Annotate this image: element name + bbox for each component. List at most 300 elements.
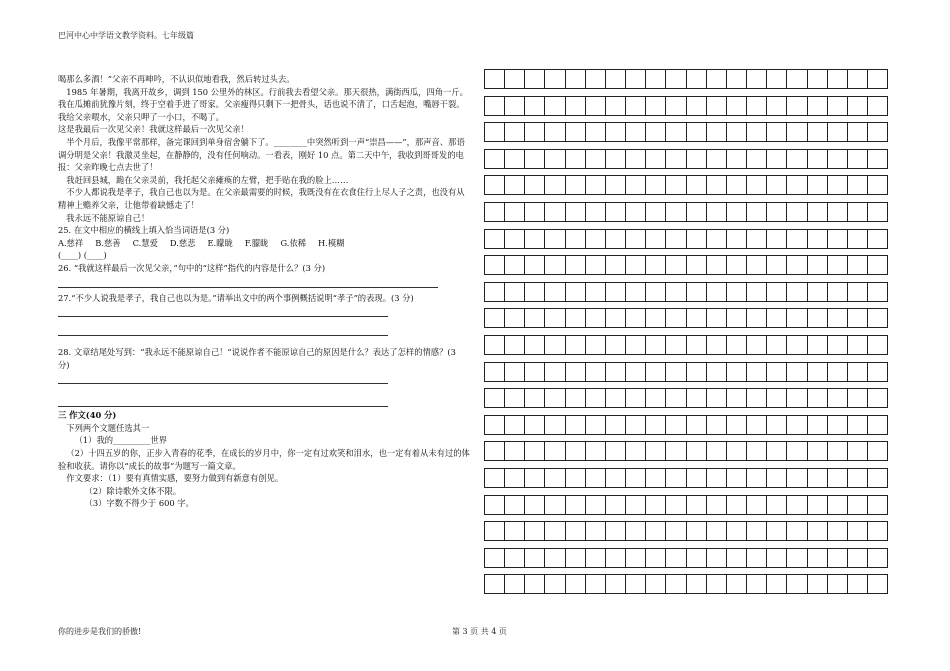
grid-cell[interactable] bbox=[565, 175, 585, 195]
grid-cell[interactable] bbox=[827, 468, 847, 488]
writing-grid[interactable] bbox=[484, 69, 888, 601]
grid-cell[interactable] bbox=[625, 362, 645, 382]
grid-cell[interactable] bbox=[625, 96, 645, 116]
grid-cell[interactable] bbox=[605, 468, 625, 488]
grid-cell[interactable] bbox=[786, 282, 806, 302]
grid-cell[interactable] bbox=[504, 96, 524, 116]
grid-cell[interactable] bbox=[484, 548, 504, 568]
grid-cell[interactable] bbox=[484, 388, 504, 408]
grid-cell[interactable] bbox=[484, 308, 504, 328]
grid-cell[interactable] bbox=[786, 548, 806, 568]
grid-cell[interactable] bbox=[565, 574, 585, 594]
grid-cell[interactable] bbox=[746, 441, 766, 461]
grid-cell[interactable] bbox=[504, 362, 524, 382]
grid-cell[interactable] bbox=[867, 468, 888, 488]
grid-cell[interactable] bbox=[544, 335, 564, 355]
grid-cell[interactable] bbox=[827, 308, 847, 328]
grid-cell[interactable] bbox=[625, 495, 645, 515]
grid-cell[interactable] bbox=[544, 255, 564, 275]
grid-cell[interactable] bbox=[625, 202, 645, 222]
grid-cell[interactable] bbox=[484, 574, 504, 594]
grid-cell[interactable] bbox=[726, 149, 746, 169]
grid-cell[interactable] bbox=[746, 362, 766, 382]
grid-cell[interactable] bbox=[585, 149, 605, 169]
grid-cell[interactable] bbox=[605, 202, 625, 222]
grid-cell[interactable] bbox=[766, 149, 786, 169]
grid-cell[interactable] bbox=[544, 362, 564, 382]
grid-cell[interactable] bbox=[766, 122, 786, 142]
grid-cell[interactable] bbox=[544, 282, 564, 302]
grid-cell[interactable] bbox=[827, 548, 847, 568]
grid-cell[interactable] bbox=[786, 415, 806, 435]
grid-cell[interactable] bbox=[605, 229, 625, 249]
grid-cell[interactable] bbox=[686, 335, 706, 355]
grid-cell[interactable] bbox=[484, 335, 504, 355]
grid-cell[interactable] bbox=[686, 229, 706, 249]
grid-cell[interactable] bbox=[544, 574, 564, 594]
grid-cell[interactable] bbox=[766, 96, 786, 116]
grid-cell[interactable] bbox=[686, 468, 706, 488]
grid-cell[interactable] bbox=[565, 441, 585, 461]
grid-cell[interactable] bbox=[726, 362, 746, 382]
grid-cell[interactable] bbox=[766, 335, 786, 355]
grid-cell[interactable] bbox=[867, 495, 888, 515]
grid-cell[interactable] bbox=[585, 122, 605, 142]
grid-cell[interactable] bbox=[645, 122, 665, 142]
grid-cell[interactable] bbox=[484, 468, 504, 488]
grid-cell[interactable] bbox=[484, 441, 504, 461]
grid-cell[interactable] bbox=[565, 308, 585, 328]
grid-cell[interactable] bbox=[665, 255, 685, 275]
grid-cell[interactable] bbox=[746, 335, 766, 355]
grid-cell[interactable] bbox=[625, 122, 645, 142]
grid-cell[interactable] bbox=[645, 202, 665, 222]
grid-cell[interactable] bbox=[686, 255, 706, 275]
grid-cell[interactable] bbox=[786, 308, 806, 328]
grid-cell[interactable] bbox=[786, 495, 806, 515]
grid-cell[interactable] bbox=[766, 388, 786, 408]
grid-cell[interactable] bbox=[766, 548, 786, 568]
grid-cell[interactable] bbox=[706, 415, 726, 435]
grid-cell[interactable] bbox=[726, 122, 746, 142]
grid-cell[interactable] bbox=[686, 388, 706, 408]
grid-cell[interactable] bbox=[524, 415, 544, 435]
grid-cell[interactable] bbox=[665, 149, 685, 169]
grid-cell[interactable] bbox=[665, 441, 685, 461]
grid-cell[interactable] bbox=[585, 495, 605, 515]
grid-cell[interactable] bbox=[524, 202, 544, 222]
grid-cell[interactable] bbox=[786, 574, 806, 594]
grid-cell[interactable] bbox=[807, 175, 827, 195]
grid-cell[interactable] bbox=[484, 255, 504, 275]
grid-cell[interactable] bbox=[544, 308, 564, 328]
grid-cell[interactable] bbox=[544, 415, 564, 435]
grid-cell[interactable] bbox=[746, 149, 766, 169]
grid-cell[interactable] bbox=[867, 175, 888, 195]
grid-cell[interactable] bbox=[665, 335, 685, 355]
grid-cell[interactable] bbox=[544, 521, 564, 541]
grid-cell[interactable] bbox=[605, 175, 625, 195]
grid-cell[interactable] bbox=[706, 521, 726, 541]
grid-cell[interactable] bbox=[585, 362, 605, 382]
grid-cell[interactable] bbox=[524, 521, 544, 541]
grid-cell[interactable] bbox=[585, 175, 605, 195]
grid-cell[interactable] bbox=[625, 255, 645, 275]
grid-cell[interactable] bbox=[524, 69, 544, 89]
grid-cell[interactable] bbox=[504, 229, 524, 249]
grid-cell[interactable] bbox=[746, 255, 766, 275]
grid-cell[interactable] bbox=[726, 468, 746, 488]
grid-cell[interactable] bbox=[766, 175, 786, 195]
grid-cell[interactable] bbox=[565, 362, 585, 382]
grid-cell[interactable] bbox=[827, 362, 847, 382]
grid-cell[interactable] bbox=[544, 149, 564, 169]
grid-cell[interactable] bbox=[585, 441, 605, 461]
grid-cell[interactable] bbox=[686, 149, 706, 169]
grid-cell[interactable] bbox=[544, 548, 564, 568]
grid-cell[interactable] bbox=[746, 175, 766, 195]
grid-cell[interactable] bbox=[827, 521, 847, 541]
grid-cell[interactable] bbox=[706, 282, 726, 302]
grid-cell[interactable] bbox=[847, 69, 867, 89]
grid-cell[interactable] bbox=[504, 495, 524, 515]
grid-cell[interactable] bbox=[524, 468, 544, 488]
grid-cell[interactable] bbox=[645, 69, 665, 89]
grid-cell[interactable] bbox=[565, 521, 585, 541]
grid-cell[interactable] bbox=[827, 495, 847, 515]
grid-cell[interactable] bbox=[665, 122, 685, 142]
grid-cell[interactable] bbox=[867, 229, 888, 249]
grid-cell[interactable] bbox=[645, 362, 665, 382]
grid-cell[interactable] bbox=[605, 122, 625, 142]
grid-cell[interactable] bbox=[766, 255, 786, 275]
grid-cell[interactable] bbox=[504, 308, 524, 328]
grid-cell[interactable] bbox=[706, 441, 726, 461]
grid-cell[interactable] bbox=[706, 122, 726, 142]
grid-cell[interactable] bbox=[565, 282, 585, 302]
grid-cell[interactable] bbox=[766, 495, 786, 515]
grid-cell[interactable] bbox=[706, 69, 726, 89]
grid-cell[interactable] bbox=[746, 282, 766, 302]
grid-cell[interactable] bbox=[706, 388, 726, 408]
grid-cell[interactable] bbox=[867, 308, 888, 328]
answer-blank[interactable]: (____) bbox=[58, 250, 82, 261]
grid-cell[interactable] bbox=[847, 521, 867, 541]
grid-cell[interactable] bbox=[827, 255, 847, 275]
grid-cell[interactable] bbox=[847, 441, 867, 461]
grid-cell[interactable] bbox=[746, 415, 766, 435]
grid-cell[interactable] bbox=[827, 96, 847, 116]
grid-cell[interactable] bbox=[686, 495, 706, 515]
grid-cell[interactable] bbox=[565, 335, 585, 355]
grid-cell[interactable] bbox=[847, 548, 867, 568]
grid-cell[interactable] bbox=[524, 122, 544, 142]
grid-cell[interactable] bbox=[746, 548, 766, 568]
grid-cell[interactable] bbox=[504, 388, 524, 408]
grid-cell[interactable] bbox=[524, 388, 544, 408]
grid-cell[interactable] bbox=[665, 388, 685, 408]
grid-cell[interactable] bbox=[605, 495, 625, 515]
grid-cell[interactable] bbox=[867, 441, 888, 461]
grid-cell[interactable] bbox=[706, 149, 726, 169]
grid-cell[interactable] bbox=[544, 202, 564, 222]
grid-cell[interactable] bbox=[524, 335, 544, 355]
grid-cell[interactable] bbox=[786, 202, 806, 222]
grid-cell[interactable] bbox=[867, 122, 888, 142]
grid-cell[interactable] bbox=[766, 521, 786, 541]
grid-cell[interactable] bbox=[706, 468, 726, 488]
grid-cell[interactable] bbox=[867, 335, 888, 355]
grid-cell[interactable] bbox=[706, 255, 726, 275]
grid-cell[interactable] bbox=[766, 229, 786, 249]
grid-cell[interactable] bbox=[544, 96, 564, 116]
grid-cell[interactable] bbox=[867, 362, 888, 382]
grid-cell[interactable] bbox=[625, 69, 645, 89]
grid-cell[interactable] bbox=[786, 441, 806, 461]
grid-cell[interactable] bbox=[807, 495, 827, 515]
grid-cell[interactable] bbox=[706, 175, 726, 195]
grid-cell[interactable] bbox=[585, 202, 605, 222]
grid-cell[interactable] bbox=[565, 388, 585, 408]
grid-cell[interactable] bbox=[726, 548, 746, 568]
grid-cell[interactable] bbox=[484, 96, 504, 116]
grid-cell[interactable] bbox=[605, 521, 625, 541]
grid-cell[interactable] bbox=[867, 574, 888, 594]
grid-cell[interactable] bbox=[807, 149, 827, 169]
grid-cell[interactable] bbox=[827, 175, 847, 195]
grid-cell[interactable] bbox=[645, 229, 665, 249]
grid-cell[interactable] bbox=[847, 468, 867, 488]
grid-cell[interactable] bbox=[847, 495, 867, 515]
grid-cell[interactable] bbox=[766, 308, 786, 328]
grid-cell[interactable] bbox=[807, 521, 827, 541]
grid-cell[interactable] bbox=[625, 335, 645, 355]
grid-cell[interactable] bbox=[585, 548, 605, 568]
answer-line[interactable] bbox=[58, 275, 438, 288]
grid-cell[interactable] bbox=[807, 335, 827, 355]
grid-cell[interactable] bbox=[665, 574, 685, 594]
grid-cell[interactable] bbox=[504, 175, 524, 195]
grid-cell[interactable] bbox=[585, 308, 605, 328]
grid-cell[interactable] bbox=[686, 282, 706, 302]
grid-cell[interactable] bbox=[786, 521, 806, 541]
grid-cell[interactable] bbox=[645, 308, 665, 328]
grid-cell[interactable] bbox=[524, 308, 544, 328]
grid-cell[interactable] bbox=[645, 255, 665, 275]
grid-cell[interactable] bbox=[544, 175, 564, 195]
grid-cell[interactable] bbox=[686, 521, 706, 541]
grid-cell[interactable] bbox=[847, 255, 867, 275]
grid-cell[interactable] bbox=[847, 282, 867, 302]
grid-cell[interactable] bbox=[625, 175, 645, 195]
grid-cell[interactable] bbox=[645, 468, 665, 488]
grid-cell[interactable] bbox=[585, 415, 605, 435]
grid-cell[interactable] bbox=[484, 495, 504, 515]
grid-cell[interactable] bbox=[786, 149, 806, 169]
grid-cell[interactable] bbox=[665, 521, 685, 541]
grid-cell[interactable] bbox=[827, 69, 847, 89]
grid-cell[interactable] bbox=[706, 574, 726, 594]
grid-cell[interactable] bbox=[625, 574, 645, 594]
grid-cell[interactable] bbox=[766, 202, 786, 222]
grid-cell[interactable] bbox=[625, 521, 645, 541]
grid-cell[interactable] bbox=[484, 149, 504, 169]
grid-cell[interactable] bbox=[645, 282, 665, 302]
grid-cell[interactable] bbox=[585, 69, 605, 89]
grid-cell[interactable] bbox=[786, 96, 806, 116]
grid-cell[interactable] bbox=[585, 255, 605, 275]
grid-cell[interactable] bbox=[706, 96, 726, 116]
grid-cell[interactable] bbox=[504, 441, 524, 461]
grid-cell[interactable] bbox=[686, 548, 706, 568]
grid-cell[interactable] bbox=[565, 149, 585, 169]
grid-cell[interactable] bbox=[625, 308, 645, 328]
grid-cell[interactable] bbox=[524, 96, 544, 116]
grid-cell[interactable] bbox=[726, 255, 746, 275]
grid-cell[interactable] bbox=[706, 495, 726, 515]
grid-cell[interactable] bbox=[746, 229, 766, 249]
grid-cell[interactable] bbox=[726, 96, 746, 116]
grid-cell[interactable] bbox=[786, 468, 806, 488]
grid-cell[interactable] bbox=[827, 388, 847, 408]
grid-cell[interactable] bbox=[807, 548, 827, 568]
grid-cell[interactable] bbox=[766, 468, 786, 488]
grid-cell[interactable] bbox=[786, 69, 806, 89]
grid-cell[interactable] bbox=[867, 521, 888, 541]
grid-cell[interactable] bbox=[665, 175, 685, 195]
grid-cell[interactable] bbox=[585, 388, 605, 408]
grid-cell[interactable] bbox=[524, 548, 544, 568]
answer-line[interactable] bbox=[58, 323, 388, 336]
grid-cell[interactable] bbox=[605, 574, 625, 594]
grid-cell[interactable] bbox=[746, 495, 766, 515]
grid-cell[interactable] bbox=[504, 548, 524, 568]
grid-cell[interactable] bbox=[807, 441, 827, 461]
grid-cell[interactable] bbox=[565, 69, 585, 89]
grid-cell[interactable] bbox=[625, 282, 645, 302]
grid-cell[interactable] bbox=[827, 415, 847, 435]
grid-cell[interactable] bbox=[585, 335, 605, 355]
grid-cell[interactable] bbox=[867, 202, 888, 222]
grid-cell[interactable] bbox=[827, 282, 847, 302]
grid-cell[interactable] bbox=[645, 175, 665, 195]
grid-cell[interactable] bbox=[665, 96, 685, 116]
grid-cell[interactable] bbox=[565, 229, 585, 249]
grid-cell[interactable] bbox=[746, 521, 766, 541]
grid-cell[interactable] bbox=[524, 255, 544, 275]
grid-cell[interactable] bbox=[746, 308, 766, 328]
grid-cell[interactable] bbox=[645, 96, 665, 116]
grid-cell[interactable] bbox=[686, 441, 706, 461]
grid-cell[interactable] bbox=[605, 335, 625, 355]
answer-blank[interactable]: (____) bbox=[83, 250, 107, 261]
grid-cell[interactable] bbox=[504, 255, 524, 275]
grid-cell[interactable] bbox=[827, 202, 847, 222]
grid-cell[interactable] bbox=[645, 521, 665, 541]
grid-cell[interactable] bbox=[645, 441, 665, 461]
grid-cell[interactable] bbox=[565, 122, 585, 142]
grid-cell[interactable] bbox=[726, 202, 746, 222]
grid-cell[interactable] bbox=[686, 202, 706, 222]
grid-cell[interactable] bbox=[786, 335, 806, 355]
grid-cell[interactable] bbox=[605, 149, 625, 169]
grid-cell[interactable] bbox=[585, 229, 605, 249]
grid-cell[interactable] bbox=[686, 69, 706, 89]
grid-cell[interactable] bbox=[706, 229, 726, 249]
grid-cell[interactable] bbox=[605, 308, 625, 328]
grid-cell[interactable] bbox=[706, 362, 726, 382]
grid-cell[interactable] bbox=[867, 388, 888, 408]
grid-cell[interactable] bbox=[665, 415, 685, 435]
grid-cell[interactable] bbox=[766, 574, 786, 594]
grid-cell[interactable] bbox=[645, 548, 665, 568]
grid-cell[interactable] bbox=[847, 96, 867, 116]
grid-cell[interactable] bbox=[605, 388, 625, 408]
grid-cell[interactable] bbox=[746, 202, 766, 222]
grid-cell[interactable] bbox=[686, 362, 706, 382]
grid-cell[interactable] bbox=[625, 415, 645, 435]
grid-cell[interactable] bbox=[726, 574, 746, 594]
grid-cell[interactable] bbox=[807, 96, 827, 116]
grid-cell[interactable] bbox=[645, 495, 665, 515]
grid-cell[interactable] bbox=[786, 122, 806, 142]
grid-cell[interactable] bbox=[686, 122, 706, 142]
grid-cell[interactable] bbox=[625, 468, 645, 488]
answer-line[interactable] bbox=[58, 394, 388, 407]
grid-cell[interactable] bbox=[565, 255, 585, 275]
grid-cell[interactable] bbox=[565, 202, 585, 222]
grid-cell[interactable] bbox=[605, 255, 625, 275]
grid-cell[interactable] bbox=[605, 441, 625, 461]
grid-cell[interactable] bbox=[807, 122, 827, 142]
grid-cell[interactable] bbox=[867, 415, 888, 435]
grid-cell[interactable] bbox=[807, 282, 827, 302]
grid-cell[interactable] bbox=[484, 202, 504, 222]
grid-cell[interactable] bbox=[605, 548, 625, 568]
grid-cell[interactable] bbox=[807, 415, 827, 435]
grid-cell[interactable] bbox=[645, 335, 665, 355]
grid-cell[interactable] bbox=[746, 468, 766, 488]
grid-cell[interactable] bbox=[847, 175, 867, 195]
grid-cell[interactable] bbox=[544, 468, 564, 488]
grid-cell[interactable] bbox=[504, 521, 524, 541]
grid-cell[interactable] bbox=[625, 388, 645, 408]
grid-cell[interactable] bbox=[726, 335, 746, 355]
grid-cell[interactable] bbox=[807, 574, 827, 594]
grid-cell[interactable] bbox=[565, 468, 585, 488]
grid-cell[interactable] bbox=[665, 282, 685, 302]
grid-cell[interactable] bbox=[847, 415, 867, 435]
grid-cell[interactable] bbox=[565, 96, 585, 116]
grid-cell[interactable] bbox=[726, 229, 746, 249]
grid-cell[interactable] bbox=[565, 548, 585, 568]
grid-cell[interactable] bbox=[665, 548, 685, 568]
grid-cell[interactable] bbox=[665, 69, 685, 89]
grid-cell[interactable] bbox=[605, 69, 625, 89]
grid-cell[interactable] bbox=[786, 362, 806, 382]
grid-cell[interactable] bbox=[827, 149, 847, 169]
grid-cell[interactable] bbox=[504, 468, 524, 488]
grid-cell[interactable] bbox=[766, 415, 786, 435]
grid-cell[interactable] bbox=[746, 574, 766, 594]
grid-cell[interactable] bbox=[484, 69, 504, 89]
grid-cell[interactable] bbox=[726, 308, 746, 328]
grid-cell[interactable] bbox=[484, 229, 504, 249]
grid-cell[interactable] bbox=[645, 388, 665, 408]
grid-cell[interactable] bbox=[524, 229, 544, 249]
grid-cell[interactable] bbox=[867, 69, 888, 89]
grid-cell[interactable] bbox=[746, 96, 766, 116]
